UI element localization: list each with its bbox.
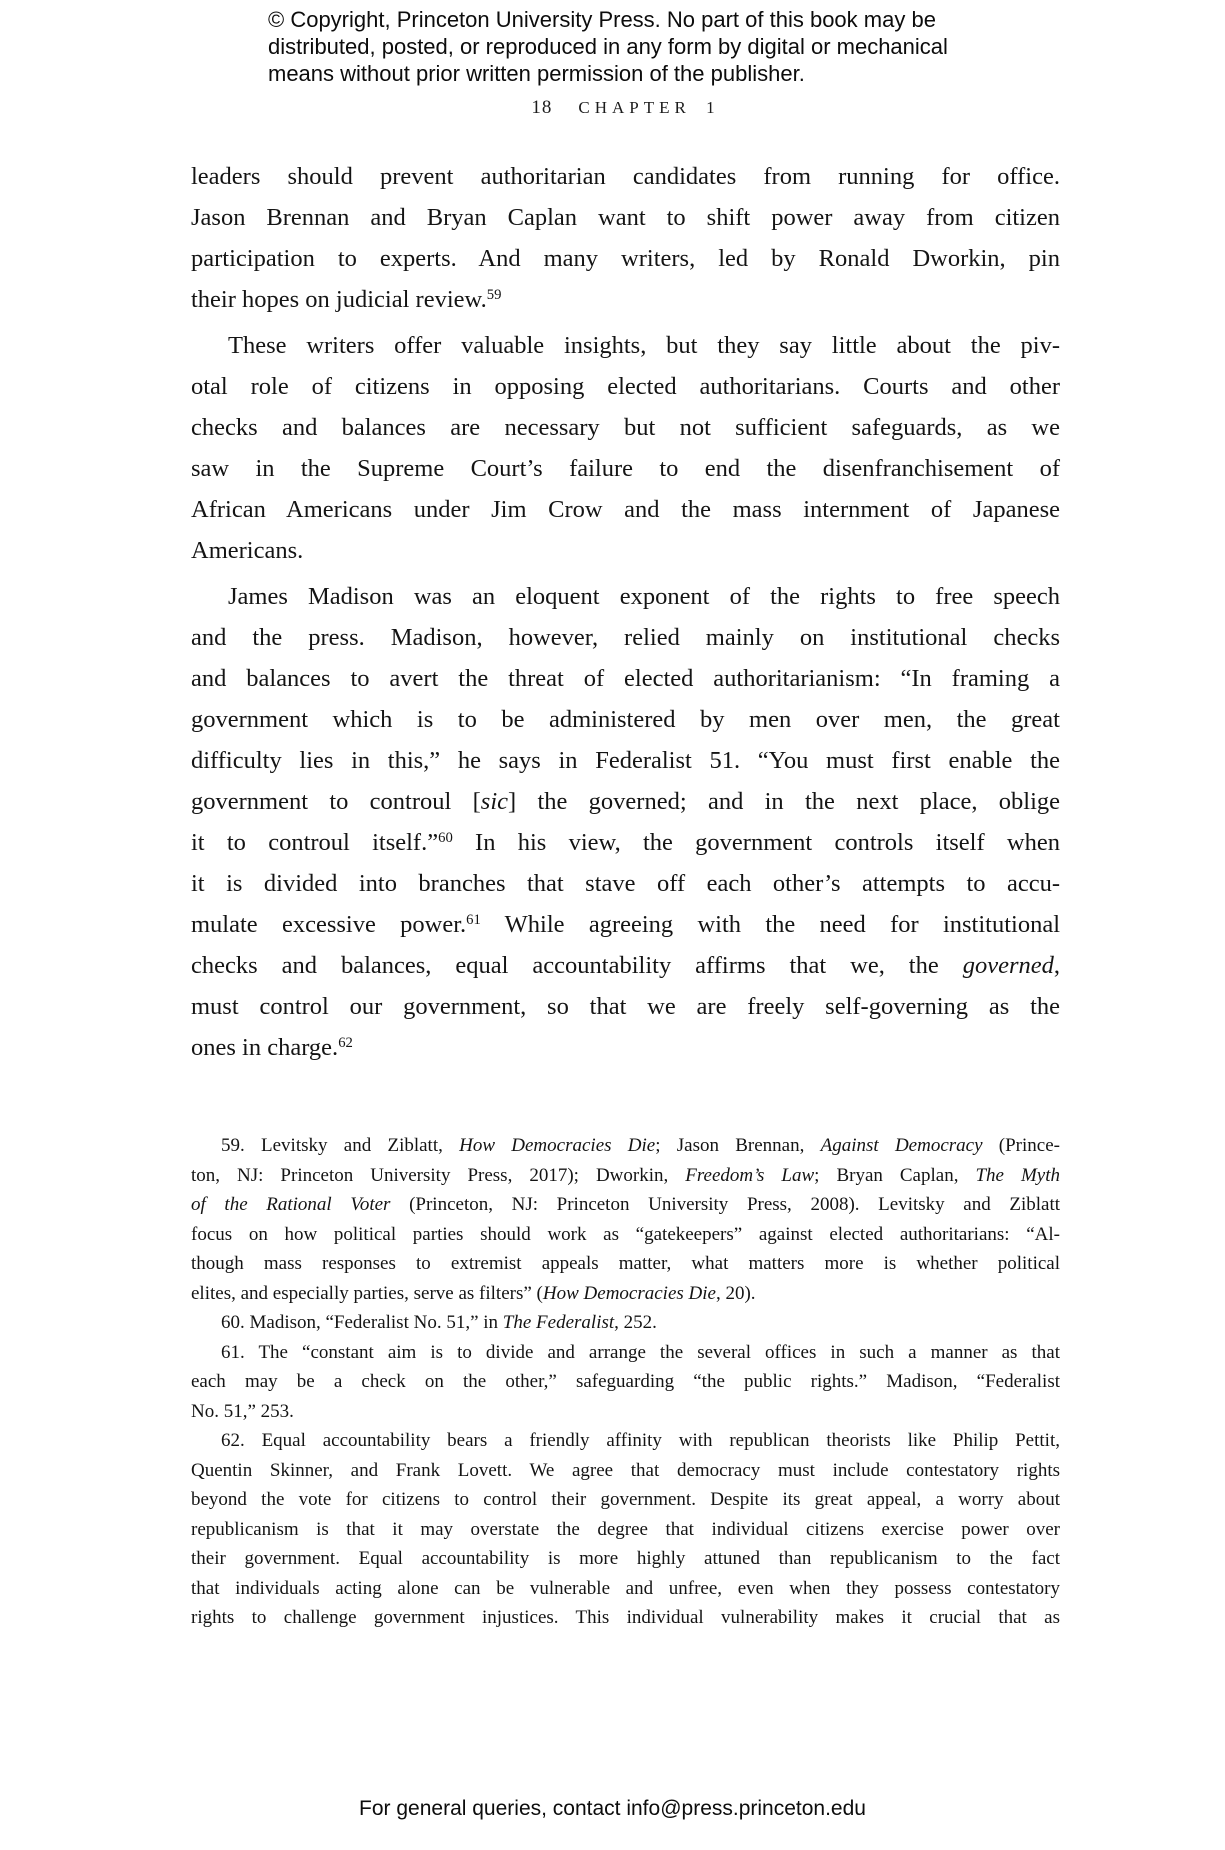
text-line: James Madison was an eloquent exponent of the rights to free speech	[228, 583, 1060, 610]
text-line: it is divided into branches that stave off each other’s attempts to accu-	[191, 870, 1060, 897]
paragraph	[191, 325, 1060, 571]
italic-text: How Democracies Die	[542, 1282, 716, 1304]
text-line: their government. Equal accountability is more highly attuned than republicanism to the fact	[191, 1548, 1060, 1569]
text-line: that individuals acting alone can be vulnerable and unfree, even when they possess contestatory	[191, 1577, 1060, 1599]
text-line: mulate excessive power.$^{61}$ While agreeing with the need for institutional	[191, 911, 1061, 938]
footer-query-line: For general queries, contact info@press.princeton.edu	[359, 1797, 866, 1820]
text-line: Jason Brennan and Bryan Caplan want to shift power away from citizen	[191, 204, 1060, 231]
text-line: and the press. Madison, however, relied mainly on institutional checks	[191, 624, 1060, 651]
text-line: beyond the vote for citizens to control their government. Despite its great appeal, a worry about	[191, 1489, 1060, 1510]
text-line: republicanism is that it may overstate the degree that individual citizens exercise power over	[191, 1518, 1060, 1540]
text-line: their hopes on judicial review.$^{59}$	[191, 286, 502, 313]
italic-text: of the Rational Voter	[191, 1194, 391, 1215]
footnote-ref: 61	[466, 911, 481, 928]
footnotes	[191, 1131, 1060, 1633]
footnote-ref: 59	[486, 286, 502, 303]
text-line: of the Rational Voter (Princeton, NJ: Princeton University Press, 2008). Levitsky and Ziblatt	[191, 1194, 1060, 1215]
text-line: saw in the Supreme Court’s failure to end the disenfranchisement of	[191, 455, 1060, 482]
text-line: government to controul [sic] the governed; and in the next place, oblige	[191, 788, 1061, 815]
text-line: elites, and especially parties, serve as filters” (How Democracies Die, 20).	[191, 1282, 756, 1304]
footnote-61	[191, 1338, 1060, 1427]
text-line: checks and balances, equal accountability affirms that we, the governed,	[191, 952, 1060, 979]
text-line: ones in charge.$^{62}$	[191, 1034, 353, 1061]
text-line: though mass responses to extremist appeals matter, what matters more is whether political	[191, 1253, 1060, 1274]
text-line: 62. Equal accountability bears a friendly affinity with republican theorists like Philip Pettit,	[221, 1430, 1060, 1451]
italic-text: How Democracies Die	[459, 1135, 656, 1156]
footnote-60	[191, 1308, 1060, 1338]
text-line: it to controul itself.”$^{60}$ In his view, the government controls itself when	[191, 829, 1060, 856]
text-line: Quentin Skinner, and Frank Lovett. We agree that democracy must include contestatory rights	[191, 1459, 1060, 1481]
text-line: must control our government, so that we are freely self-governing as the	[191, 993, 1060, 1020]
text-line: These writers offer valuable insights, but they say little about the piv-	[228, 332, 1060, 359]
footnote-62	[191, 1426, 1060, 1633]
text-line: 61. The “constant aim is to divide and arrange the several offices in such a manner as that	[221, 1341, 1060, 1363]
text-line: participation to experts. And many writers, led by Ronald Dworkin, pin	[191, 245, 1060, 272]
copyright-notice	[268, 6, 1028, 87]
italic-text: governed	[962, 952, 1054, 979]
italic-text: Against Democracy	[820, 1135, 983, 1156]
text-line: difficulty lies in this,” he says in Federalist 51. “You must first enable the	[191, 747, 1060, 774]
body-text	[191, 156, 1060, 1068]
text-line: otal role of citizens in opposing elected authoritarians. Courts and other	[191, 373, 1060, 400]
copyright-line: means without prior written permission of the publisher.	[268, 61, 805, 86]
footnote-ref: 60	[438, 829, 453, 846]
italic-text: sic	[480, 788, 508, 815]
page-number: 18	[531, 97, 553, 118]
text-line: 59. Levitsky and Ziblatt, How Democracies Die; Jason Brennan, Against Democracy (Prince-	[221, 1135, 1060, 1156]
text-line: rights to challenge government injustices. This individual vulnerability makes it crucial that as	[191, 1607, 1060, 1628]
footnote-59	[191, 1131, 1060, 1308]
text-line: 60. Madison, “Federalist No. 51,” in The Federalist, 252.	[221, 1312, 657, 1333]
copyright-line: © Copyright, Princeton University Press. No part of this book may be	[268, 7, 936, 32]
chapter-title: CHAPTER 1	[578, 98, 720, 117]
text-line: each may be a check on the other,” safeguarding “the public rights.” Madison, “Federalist	[191, 1371, 1060, 1392]
text-line: focus on how political parties should work as “gatekeepers” against elected authoritarians: “Al-	[191, 1223, 1060, 1245]
copyright-line: distributed, posted, or reproduced in any form by digital or mechanical	[268, 34, 948, 59]
italic-text: Freedom’s Law	[685, 1164, 815, 1186]
paragraph	[191, 156, 1060, 320]
footnote-ref: 62	[338, 1034, 353, 1051]
paragraph	[191, 576, 1060, 1068]
text-line: Americans.	[191, 537, 304, 564]
text-line: government which is to be administered by men over men, the great	[191, 706, 1060, 733]
text-line: No. 51,” 253.	[191, 1400, 294, 1422]
italic-text: The Myth	[975, 1164, 1060, 1186]
text-line: and balances to avert the threat of elected authoritarianism: “In framing a	[191, 665, 1060, 692]
text-line: checks and balances are necessary but not sufficient safeguards, as we	[191, 414, 1060, 441]
text-line: ton, NJ: Princeton University Press, 2017); Dworkin, Freedom’s Law; Bryan Caplan, The Myth	[191, 1164, 1060, 1186]
text-line: African Americans under Jim Crow and the mass internment of Japanese	[191, 496, 1060, 523]
italic-text: The Federalist	[502, 1312, 615, 1333]
text-line: leaders should prevent authoritarian candidates from running for office.	[191, 163, 1060, 190]
page-header	[191, 97, 1060, 119]
